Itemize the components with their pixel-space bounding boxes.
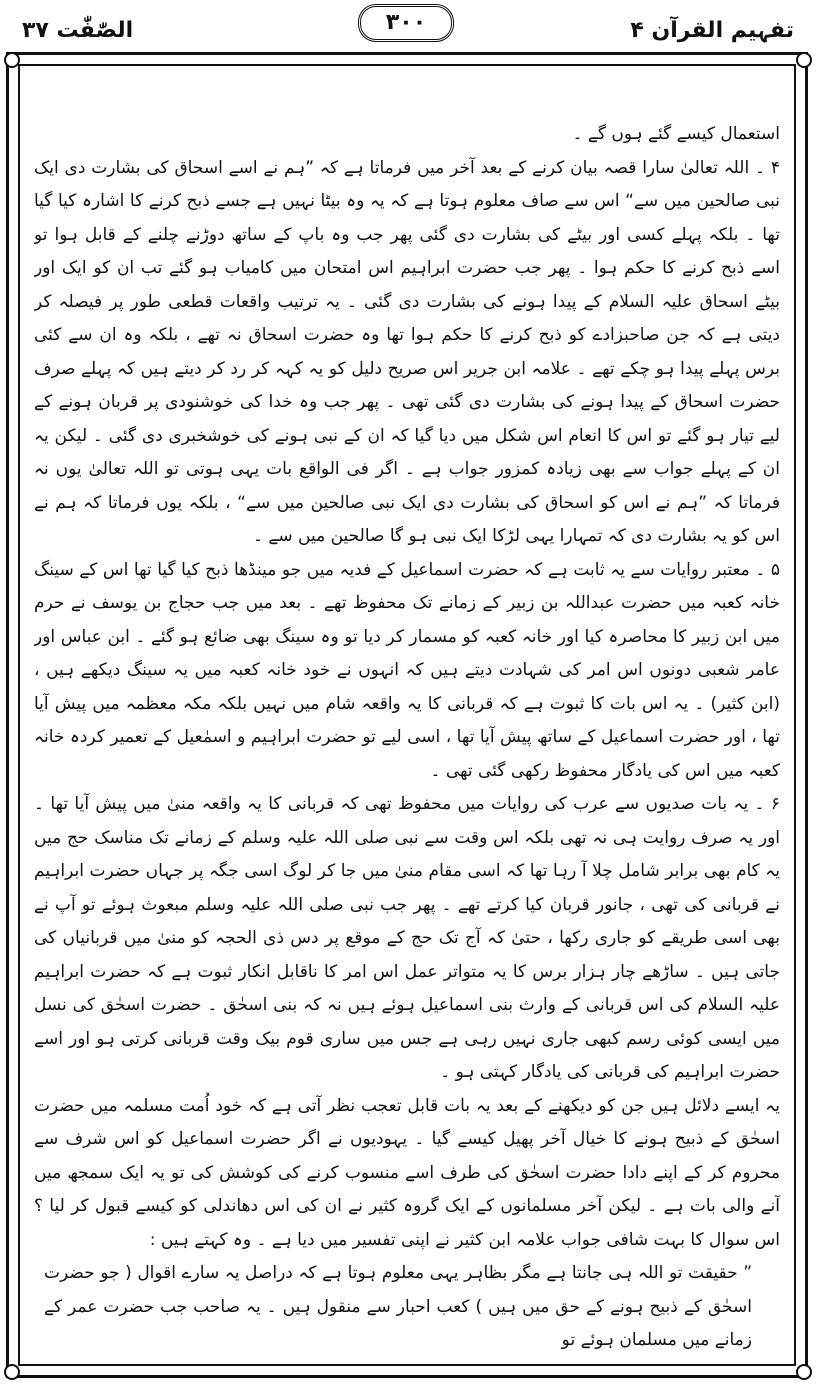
corner-ornament-icon	[4, 52, 20, 68]
book-title: تفہیم القرآن ۴	[630, 18, 794, 43]
paragraph-discussion: یہ ایسے دلائل ہیں جن کو دیکھنے کے بعد یہ بات قابل تعجب نظر آتی ہے کہ خود اُمت مسلمہ میں حضرت اسحٰق کے ذبیح ہونے کا خیال آخر پھیل کیسے گیا ۔ یہودیوں نے اگر حضرت اسماعیل کو اس شرف سے محروم کر کے اپنے دادا حضرت اسحٰق کی طرف اسے منسوب کرنے کی کوشش کی تو یہ ایک سمجھ میں آنے والی بات ہے ۔ لیکن آخر مسلمانوں کے ایک گروہ کثیر نے ان کی اس دھاندلی کو کیسے قبول کر لیا ؟ اس سوال کا بہت شافی جواب علامہ ابن کثیر نے اپنی تفسیر میں دیا ہے ۔ وہ کہتے ہیں :	[34, 1095, 780, 1250]
corner-ornament-icon	[796, 1364, 812, 1380]
paragraph-intro: استعمال کیسے گئے ہوں گے ۔	[572, 124, 780, 144]
page-header	[0, 0, 816, 56]
surah-name: الصّٰفّٰت ۳۷	[22, 18, 134, 43]
page-number: ۳۰۰	[358, 4, 454, 42]
paragraph-note-4: ۴ ۔ اللہ تعالیٰ سارا قصہ بیان کرنے کے بعد آخر میں فرماتا ہے کہ ”ہم نے اسے اسحاق کی بشارت دی ایک نبی صالحین میں سے“ اس سے صاف معلوم ہوتا ہے کہ یہ وہ بیٹا نہیں ہے جسے ذبح کرنے کا اشارہ کیا گیا تھا ۔ بلکہ پہلے کسی اور بیٹے کی بشارت دی گئی پھر جب وہ باپ کے ساتھ دوڑنے چلنے کے قابل ہوا تو اسے ذبح کرنے کا حکم ہوا ۔ پھر جب حضرت ابراہیم اس امتحان میں کامیاب ہو گئے تب ان کو ایک اور بیٹے اسحاق علیہ السلام کے پیدا ہونے کی بشارت دی گئی ۔ یہ ترتیب واقعات قطعی طور پر فیصلہ کر دیتی ہے کہ جن صاحبزادے کو ذبح کرنے کا حکم ہوا تھا وہ حضرت اسحاق نہ تھے ، بلکہ وہ ان سے کئی برس پہلے پیدا ہو چکے تھے ۔ علامہ ابن جریر اس صریح دلیل کو یہ کہہ کر رد کر دیتے ہیں کہ پہلے صرف حضرت اسحاق کے پیدا ہونے کی بشارت دی گئی تھی ۔ پھر جب وہ خدا کی خوشنودی پر قربان ہونے کے لیے تیار ہو گئے تو اس کا انعام اس شکل میں دیا گیا کہ ان کے نبی ہونے کی خوشخبری دی گئی ۔ لیکن یہ ان کے پہلے جواب سے بھی زیادہ کمزور جواب ہے ۔ اگر فی الواقع بات یہی ہوتی تو اللہ تعالیٰ یوں نہ فرماتا کہ ”ہم نے اس کو اسحاق کی بشارت دی ایک نبی صالحین میں سے“ ، بلکہ یوں فرماتا کہ ہم نے اس کو یہ بشارت دی کہ تمہارا یہی لڑکا ایک نبی ہو گا صالحین میں سے ۔	[34, 157, 780, 546]
paragraph-note-6: ۶ ۔ یہ بات صدیوں سے عرب کی روایات میں محفوظ تھی کہ قربانی کا یہ واقعہ منیٰ میں پیش آیا تھا ۔ اور یہ صرف روایت ہی نہ تھی بلکہ اس وقت سے نبی صلی اللہ علیہ وسلم کے زمانے تک مناسک حج میں یہ کام بھی برابر شامل چلا آ رہا تھا کہ اسی مقام منیٰ میں جا کر لوگ اسی جگہ پر جہاں حضرت ابراہیم نے قربانی کی تھی ، جانور قربان کیا کرتے تھے ۔ پھر جب نبی صلی اللہ علیہ وسلم مبعوث ہوئے تو آپ نے بھی اسی طریقے کو جاری رکھا ، حتیٰ کہ آج تک حج کے موقع پر دس ذی الحجہ کو منیٰ میں قربانیاں کی جاتی ہیں ۔ ساڑھے چار ہزار برس کا یہ متواتر عمل اس امر کا ناقابل انکار ثبوت ہے کہ حضرت ابراہیم علیہ السلام کی اس قربانی کے وارث بنی اسماعیل ہوئے ہیں نہ کہ بنی اسحٰق ۔ حضرت اسحٰق کی نسل میں ایسی کوئی رسم کبھی جاری نہیں رہی ہے جس میں ساری قوم بیک وقت قربانی کرتی ہو اور اسے حضرت ابراہیم کی قربانی کی یادگار کہتی ہو ۔	[34, 794, 780, 1082]
ibn-kathir-quote: ” حقیقت تو اللہ ہی جانتا ہے مگر بظاہر یہی معلوم ہوتا ہے کہ دراصل یہ سارے اقوال ( جو حضرت اسحٰق کے ذبیح ہونے کے حق میں ہیں ) کعب احبار سے منقول ہیں ۔ یہ صاحب جب حضرت عمر کے زمانے میں مسلمان ہوئے تو	[44, 1263, 752, 1350]
paragraph-note-5: ۵ ۔ معتبر روایات سے یہ ثابت ہے کہ حضرت اسماعیل کے فدیہ میں جو مینڈھا ذبح کیا گیا تھا اس کے سینگ خانہ کعبہ میں حضرت عبداللہ بن زبیر کے زمانے تک محفوظ تھے ۔ بعد میں جب حجاج بن یوسف نے حرم میں ابن زبیر کا محاصرہ کیا اور خانہ کعبہ کو مسمار کر دیا تو وہ سینگ بھی ضائع ہو گئے ۔ ابن عباس اور عامر شعبی دونوں اس امر کی شہادت دیتے ہیں کہ انہوں نے خود خانہ کعبہ میں یہ سینگ دیکھے ہیں ، (ابن کثیر) ۔ یہ اس بات کا ثبوت ہے کہ قربانی کا یہ واقعہ شام میں نہیں بلکہ مکہ معظمہ میں پیش آیا تھا ، اور حضرت اسماعیل کے ساتھ پیش آیا تھا ، اسی لیے تو حضرت ابراہیم و اسمٰعیل کے تعمیر کردہ خانہ کعبہ میں اس کی یادگار محفوظ رکھی گئی تھی ۔	[34, 559, 780, 781]
commentary-body	[34, 118, 780, 1368]
corner-ornament-icon	[796, 52, 812, 68]
corner-ornament-icon	[4, 1364, 20, 1380]
